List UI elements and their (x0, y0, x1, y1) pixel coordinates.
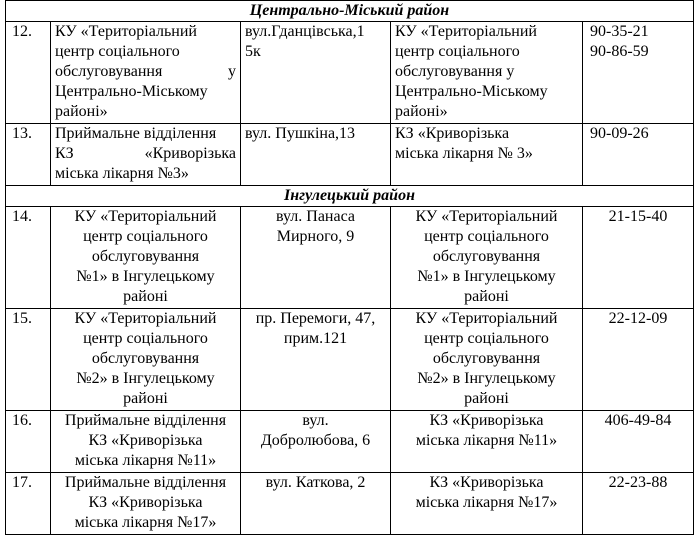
text-line: прим.121 (283, 330, 348, 347)
text-line: обслуговування (91, 248, 200, 265)
text-line: Добролюбова, 6 (260, 432, 371, 449)
text-line: обслуговування у (395, 63, 515, 80)
row-number: 12. (6, 22, 51, 124)
text-line: вул. Пушкіна,13 (245, 125, 356, 142)
text-line: обслуговування у (55, 63, 236, 80)
text-line: №2» в Інгулецькому (76, 370, 215, 387)
address (241, 411, 391, 473)
section-header-row (6, 1, 694, 22)
institution-name (51, 207, 241, 309)
address (241, 473, 391, 535)
phone: 406-49-84 (604, 412, 672, 429)
text-line: Мирного, 9 (276, 228, 355, 245)
text-line: міська лікарня №17» (415, 494, 558, 511)
row-number: 13. (6, 124, 51, 186)
text-line: вул. (302, 412, 329, 429)
text-line: міська лікарня №3» (55, 165, 189, 182)
phone-numbers (583, 22, 694, 124)
phone: 22-23-88 (608, 474, 668, 491)
organization (391, 124, 583, 186)
text-line: КУ «Територіальний (74, 310, 217, 327)
text-line: центр соціального (83, 330, 208, 347)
text-line: центр соціального (424, 330, 549, 347)
address (241, 207, 391, 309)
text-line: КУ «Територіальний (415, 310, 558, 327)
text-line: Приймальне відділення (64, 474, 227, 491)
section-header-row (6, 186, 694, 207)
row-number: 16. (6, 411, 51, 473)
organization (391, 22, 583, 124)
text-line: районі (464, 390, 509, 407)
text-line: обслуговування (432, 248, 541, 265)
text-line: №1» в Інгулецькому (417, 268, 556, 285)
institution-name (51, 411, 241, 473)
text-line: районі» (55, 103, 108, 120)
text-line: вул. Панаса (275, 208, 355, 225)
organization (391, 309, 583, 411)
text-line: КЗ «Криворізька (88, 494, 203, 511)
text-line: Центрально-Міському (55, 83, 208, 100)
phone: 22-12-09 (608, 310, 668, 327)
institution-name (51, 309, 241, 411)
table-row (6, 124, 694, 186)
address (241, 22, 391, 124)
text-line: КУ «Територіальний (74, 208, 217, 225)
text-line: центр соціального (395, 43, 520, 60)
phone-numbers (583, 207, 694, 309)
section-title: Інгулецький район (6, 186, 694, 207)
text-line: центр соціального (83, 228, 208, 245)
phone: 90-86-59 (590, 43, 649, 60)
text-line: 5к (245, 43, 261, 60)
text-line: Центрально-Міському (395, 83, 548, 100)
phone-numbers (583, 309, 694, 411)
row-number: 15. (6, 309, 51, 411)
text-line: КЗ «Криворізька (55, 145, 236, 162)
phone-numbers (583, 411, 694, 473)
text-line: КЗ «Криворізька (429, 474, 544, 491)
text-line: вул.Гданцівська,1 (245, 23, 365, 40)
text-line: обслуговування (91, 350, 200, 367)
section-title: Центрально-Міський район (6, 1, 694, 22)
phone-numbers (583, 124, 694, 186)
text-line: КЗ «Криворізька (395, 125, 510, 142)
table-row (6, 473, 694, 535)
table-row (6, 411, 694, 473)
text-line: районі (123, 288, 168, 305)
row-number: 14. (6, 207, 51, 309)
organization (391, 411, 583, 473)
phone-numbers (583, 473, 694, 535)
text-line: районі (123, 390, 168, 407)
institution-name (51, 473, 241, 535)
table-row (6, 309, 694, 411)
institutions-table (5, 0, 694, 535)
institution-name (51, 22, 241, 124)
text-line: районі» (395, 103, 448, 120)
table-row (6, 22, 694, 124)
organization (391, 207, 583, 309)
text-line: обслуговування (432, 350, 541, 367)
institution-name (51, 124, 241, 186)
phone: 90-09-26 (590, 125, 649, 142)
text-line: КУ «Територіальний (55, 23, 197, 40)
text-line: міська лікарня №11» (74, 452, 217, 469)
text-line: вул. Каткова, 2 (265, 474, 366, 491)
text-line: міська лікарня №11» (415, 432, 558, 449)
row-number: 17. (6, 473, 51, 535)
text-line: пр. Перемоги, 47, (255, 310, 376, 327)
address (241, 309, 391, 411)
text-line: КЗ «Криворізька (88, 432, 203, 449)
text-line: Приймальне відділення (55, 125, 217, 142)
text-line: КЗ «Криворізька (429, 412, 544, 429)
text-line: центр соціального (424, 228, 549, 245)
text-line: міська лікарня №17» (74, 514, 217, 531)
text-line: центр соціального (55, 43, 180, 60)
phone: 21-15-40 (608, 208, 668, 225)
text-line: районі (464, 288, 509, 305)
text-line: №2» в Інгулецькому (417, 370, 556, 387)
organization (391, 473, 583, 535)
text-line: КУ «Територіальний (395, 23, 537, 40)
text-line: КУ «Територіальний (415, 208, 558, 225)
text-line: Приймальне відділення (64, 412, 227, 429)
text-line: №1» в Інгулецькому (76, 268, 215, 285)
table-row (6, 207, 694, 309)
phone: 90-35-21 (590, 23, 649, 40)
text-line: міська лікарня № 3» (395, 145, 533, 162)
address (241, 124, 391, 186)
